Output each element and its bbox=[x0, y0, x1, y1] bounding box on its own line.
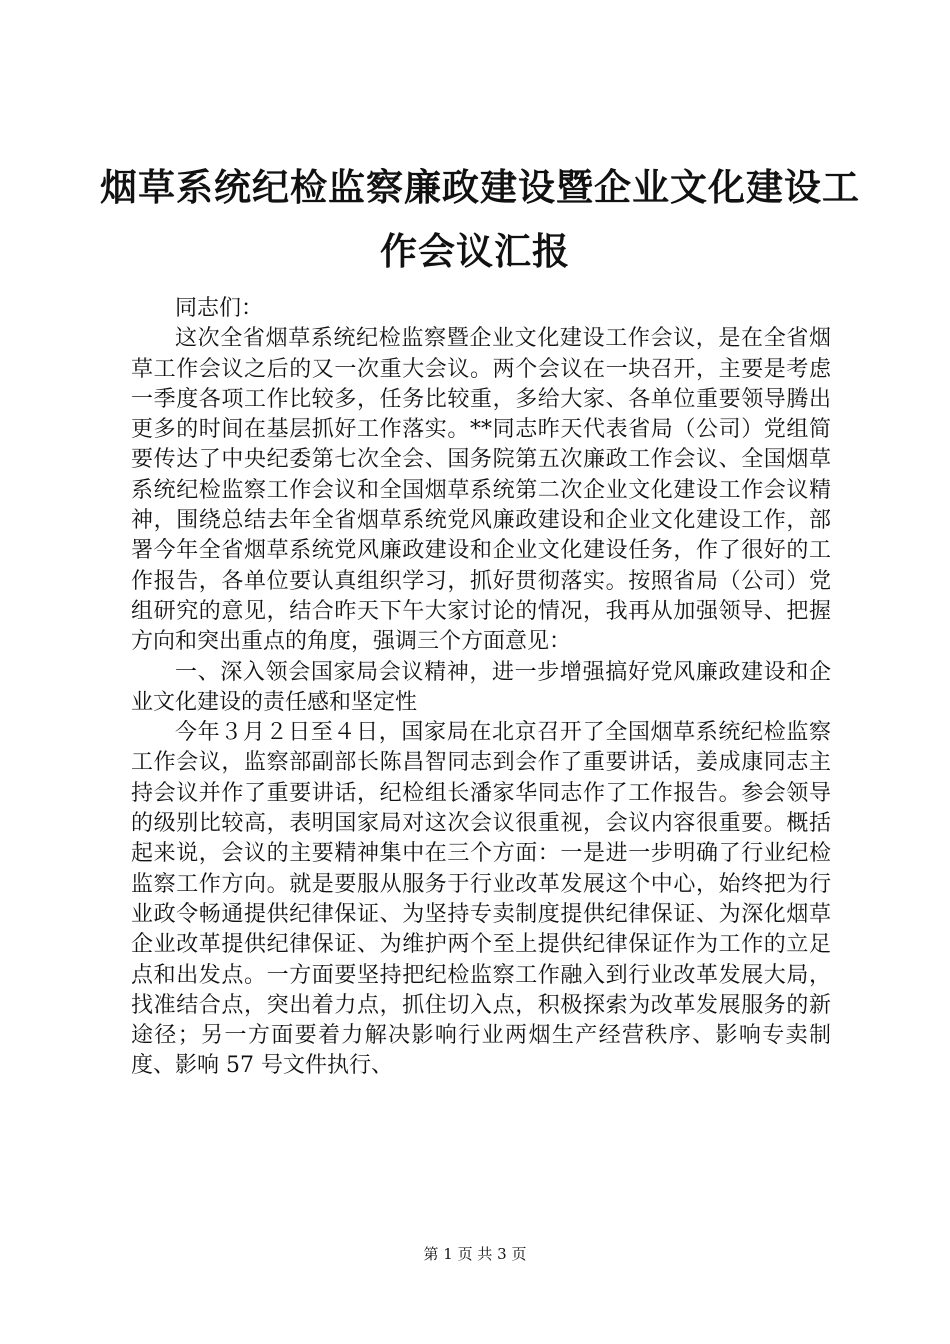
salutation: 同志们： bbox=[175, 296, 264, 321]
page-footer: 第 1 页 共 3 页 bbox=[423, 1245, 527, 1263]
title-line-1: 烟草系统纪检监察廉政建设暨企业文化建设工 bbox=[100, 166, 860, 209]
title-line-2: 作会议汇报 bbox=[380, 230, 570, 273]
document-body bbox=[131, 294, 831, 1082]
paragraph-section-1: 今年３月２日至４日，国家局在北京召开了全国烟草系统纪检监察工作会议，监察部副部长陈昌智同志到会作了重要讲话，姜成康同志主持会议并作了重要讲话，纪检组长潘家华同志作了工作报告。参会领导的级别比较高，表明国家局对这次会议很重视，会议内容很重要。概括起来说，会议的主要精神集中在三个方面：一是进一步明确了行业纪检监察工作方向。就是要服从服务于行业改革发展这个中心，始终把为行业政令畅通提供纪律保证、为坚持专卖制度提供纪律保证、为深化烟草企业改革提供纪律保证、为维护两个至上提供纪律保证作为工作的立足点和出发点。一方面要坚持把纪检监察工作融入到行业改革发展大局，找准结合点，突出着力点，抓住切入点，积极探索为改革发展服务的新途径；另一方面要着力解决影响行业两烟生产经营秩序、影响专卖制度、影响 57 号文件执行、 bbox=[131, 720, 831, 1079]
section-heading-1: 一、深入领会国家局会议精神，进一步增强搞好党风廉政建设和企业文化建设的责任感和坚定性 bbox=[131, 659, 831, 715]
paragraph-intro: 这次全省烟草系统纪检监察暨企业文化建设工作会议，是在全省烟草工作会议之后的又一次重大会议。两个会议在一块召开，主要是考虑一季度各项工作比较多，任务比较重，多给大家、各单位重要领导腾出更多的时间在基层抓好工作落实。**同志昨天代表省局（公司）党组简要传达了中央纪委第七次全会、国务院第五次廉政工作会议、全国烟草系统纪检监察工作会议和全国烟草系统第二次企业文化建设工作会议精神，围绕总结去年全省烟草系统党风廉政建设和企业文化建设工作，部署今年全省烟草系统党风廉政建设和企业文化建设任务，作了很好的工作报告，各单位要认真组织学习，抓好贯彻落实。按照省局（公司）党组研究的意见，结合昨天下午大家讨论的情况，我再从加强领导、把握方向和突出重点的角度，强调三个方面意见： bbox=[131, 326, 831, 655]
document-title bbox=[100, 156, 860, 284]
